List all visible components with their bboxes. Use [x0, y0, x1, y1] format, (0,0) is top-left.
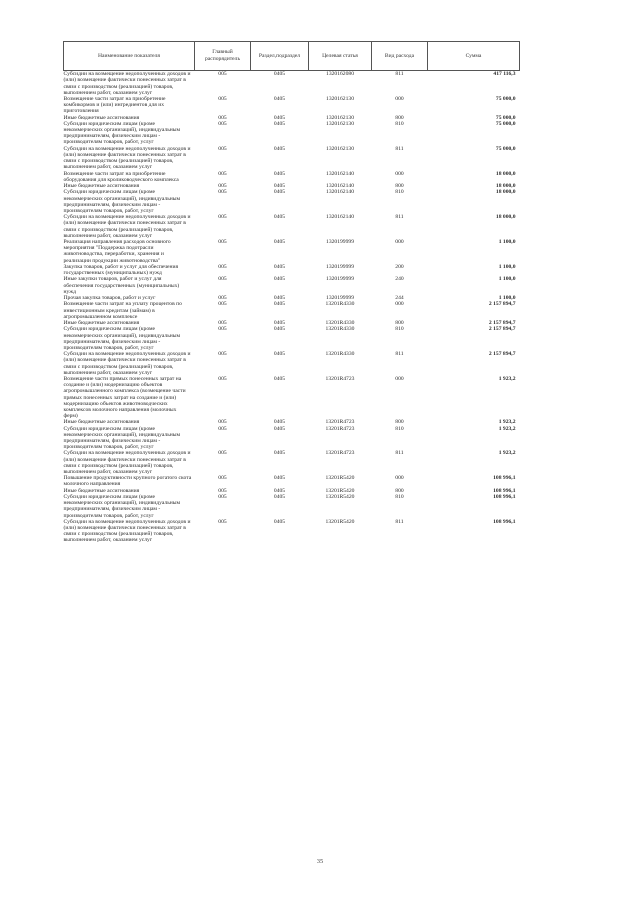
- cell-expense-type: 000: [395, 239, 404, 246]
- cell-name: Повышение продуктивности крупного рогатого скота молочного направления: [63, 475, 192, 488]
- cell-sum: 108 996,1: [493, 475, 516, 482]
- table-row: [64, 351, 520, 376]
- cell-target: 13201R5420: [325, 518, 355, 525]
- cell-expense-type: 811: [395, 351, 404, 358]
- cell-target: 1320162130: [326, 96, 354, 102]
- cell-manager: 005: [218, 214, 227, 221]
- cell-section: 0405: [273, 475, 286, 482]
- cell-expense-type: 810: [395, 121, 404, 127]
- cell-name: Реализация направления расходов основного мероприятия "Поддержка подотрасли животноводства, переработки, хранения и реализации продукции животноводства": [63, 239, 171, 264]
- cell-sum: 75 000,0: [495, 145, 516, 152]
- cell-sum: 75 000,0: [495, 114, 516, 121]
- cell-name: Иные бюджетные ассигнования: [63, 183, 140, 190]
- cell-target: 13201R4330: [325, 326, 355, 333]
- cell-section: 0405: [273, 518, 286, 525]
- cell-manager: 005: [218, 419, 227, 426]
- cell-expense-type: 811: [395, 450, 404, 457]
- cell-target: 13201R5420: [325, 475, 355, 482]
- cell-target: 1320162140: [326, 183, 354, 190]
- cell-section: 0405: [273, 326, 286, 333]
- cell-manager: 005: [218, 145, 227, 152]
- cell-expense-type: 000: [395, 475, 404, 482]
- cell-section: 0405: [273, 487, 286, 494]
- cell-name: Возмещение части прямых понесенных затрат на создание и (или) модернизацию объектов агропромышленного комплекса (возмещение части прямых понесенных затрат на создание и (или) модернизацию объектов животноводческих комплексов молочного направления (молочных ферм): [63, 376, 186, 419]
- cell-sum: 2 157 894,7: [488, 320, 516, 327]
- cell-expense-type: 811: [395, 214, 404, 221]
- cell-target: 13201R4723: [325, 450, 355, 457]
- cell-name: Возмещение части затрат на приобретение оборудования для кролиководческого комплекса: [63, 170, 179, 183]
- table-row: [64, 264, 520, 277]
- cell-sum: 417 116,3: [493, 71, 516, 78]
- cell-sum: 1 100,0: [498, 239, 516, 246]
- cell-expense-type: 810: [395, 494, 404, 501]
- header-manager: Главный распорядитель: [195, 42, 251, 71]
- cell-sum: 1 923,2: [498, 376, 516, 383]
- cell-name: Субсидии на возмещение недополученных доходов и (или) возмещение фактически понесенных затрат в связи с производством (реализацией) товаров, выполнением работ, оказанием услуг: [63, 71, 191, 96]
- cell-manager: 005: [218, 183, 227, 190]
- cell-expense-type: 244: [395, 295, 404, 302]
- cell-section: 0405: [273, 450, 286, 457]
- cell-name: Субсидии юридическим лицам (кроме некоммерческих организаций), индивидуальным предпринимателям, физическим лицам - производителям товаров, работ, услуг: [63, 494, 181, 519]
- table-row: [64, 71, 520, 96]
- cell-target: 13201R4723: [325, 376, 355, 383]
- cell-sum: 1 923,2: [498, 425, 516, 432]
- table-row: [64, 376, 520, 419]
- table-row: [64, 326, 520, 351]
- cell-name: Субсидии юридическим лицам (кроме некоммерческих организаций), индивидуальным предпринимателям, физическим лицам - производителям товаров, работ, услуг: [63, 326, 181, 351]
- cell-target: 1320199999: [326, 263, 354, 270]
- cell-section: 0405: [273, 301, 286, 308]
- cell-section: 0405: [273, 214, 286, 221]
- table-row: [64, 170, 520, 183]
- cell-sum: 1 100,0: [498, 295, 516, 302]
- table-row: [64, 450, 520, 475]
- cell-manager: 005: [218, 425, 227, 432]
- cell-target: 13201R4723: [325, 425, 355, 432]
- cell-expense-type: 800: [395, 114, 404, 121]
- cell-target: 1320199999: [326, 239, 354, 246]
- cell-manager: 005: [218, 494, 227, 501]
- cell-section: 0405: [273, 295, 286, 302]
- cell-manager: 005: [218, 475, 227, 482]
- cell-expense-type: 811: [395, 518, 404, 525]
- header-expense-type: Вид расхода: [372, 42, 428, 71]
- cell-sum: 108 996,1: [493, 494, 516, 501]
- cell-section: 0405: [273, 419, 286, 426]
- cell-manager: 005: [218, 295, 227, 302]
- cell-expense-type: 000: [395, 301, 404, 308]
- header-sum: Сумма: [428, 42, 520, 71]
- cell-name: Иные бюджетные ассигнования: [63, 419, 140, 426]
- table-row: [64, 519, 520, 544]
- cell-target: 13201R5420: [325, 494, 355, 501]
- cell-manager: 005: [218, 239, 227, 246]
- cell-section: 0405: [273, 276, 286, 283]
- budget-table: [63, 41, 520, 544]
- table-row: [64, 146, 520, 171]
- cell-section: 0405: [273, 183, 286, 190]
- cell-name: Иные бюджетные ассигнования: [63, 487, 140, 494]
- cell-name: Субсидии на возмещение недополученных доходов и (или) возмещение фактически понесенных затрат в связи с производством (реализацией) товаров, выполнением работ, оказанием услуг: [63, 450, 191, 475]
- cell-sum: 2 157 894,7: [488, 351, 516, 358]
- cell-section: 0405: [273, 71, 286, 78]
- cell-sum: 1 100,0: [498, 263, 516, 270]
- cell-name: Субсидии юридическим лицам (кроме некоммерческих организаций), индивидуальным предпринимателям, физическим лицам - производителям товаров, работ, услуг: [63, 425, 181, 451]
- cell-expense-type: 800: [395, 487, 404, 494]
- table-row: [64, 494, 520, 519]
- cell-sum: 1 923,2: [498, 419, 516, 426]
- table-row: [64, 96, 520, 115]
- cell-expense-type: 810: [395, 189, 404, 196]
- cell-sum: 18 000,0: [495, 189, 516, 196]
- cell-target: 1320162130: [326, 114, 354, 121]
- cell-name: Субсидии на возмещение недополученных доходов и (или) возмещение фактически понесенных затрат в связи с производством (реализацией) товаров, выполнением работ, оказанием услуг: [63, 145, 191, 171]
- cell-section: 0405: [273, 376, 286, 383]
- cell-name: Иные бюджетные ассигнования: [63, 320, 140, 327]
- cell-sum: 18 000,0: [495, 170, 516, 177]
- cell-target: 1320162080: [326, 71, 354, 78]
- page-number: 35: [316, 858, 324, 865]
- cell-manager: 005: [218, 71, 227, 78]
- cell-sum: 2 157 894,7: [488, 301, 516, 308]
- cell-name: Возмещение части затрат на уплату процентов по инвестиционным кредитам (займам) в агропромышленном комплексе: [63, 301, 182, 320]
- cell-sum: 108 996,1: [493, 487, 516, 494]
- table-row: [64, 475, 520, 488]
- header-section: Раздел,подраздел: [251, 42, 309, 71]
- cell-target: 13201R4723: [325, 419, 355, 426]
- table-row: [64, 214, 520, 239]
- cell-section: 0405: [273, 320, 286, 327]
- cell-manager: 005: [218, 189, 227, 196]
- cell-section: 0405: [273, 114, 286, 121]
- table-row: [64, 301, 520, 320]
- cell-name: Субсидии на возмещение недополученных доходов и (или) возмещение фактически понесенных затрат в связи с производством (реализацией) товаров, выполнением работ, оказанием услуг: [63, 214, 191, 239]
- cell-manager: 005: [218, 276, 227, 283]
- cell-section: 0405: [273, 170, 286, 177]
- table-body: [64, 71, 520, 544]
- cell-name: Иные закупки товаров, работ и услуг для обеспечения государственных (муниципальных) нужд: [63, 276, 180, 295]
- cell-target: 1320162140: [326, 214, 354, 221]
- cell-section: 0405: [273, 239, 286, 246]
- cell-sum: 75 000,0: [495, 96, 516, 102]
- cell-manager: 005: [218, 121, 227, 127]
- header-name: Наименование показателя: [64, 42, 195, 71]
- cell-manager: 005: [218, 114, 227, 121]
- cell-section: 0405: [273, 145, 286, 152]
- cell-target: 13201R5420: [325, 487, 355, 494]
- cell-target: 13201R4330: [325, 320, 355, 327]
- cell-name: Субсидии на возмещение недополученных доходов и (или) возмещение фактически понесенных затрат в связи с производством (реализацией) товаров, выполнением работ, оказанием услуг: [63, 351, 191, 376]
- table-header: [64, 42, 520, 71]
- cell-section: 0405: [273, 425, 286, 432]
- cell-sum: 2 157 894,7: [488, 326, 516, 333]
- cell-expense-type: 000: [395, 170, 404, 177]
- cell-sum: 1 100,0: [498, 276, 516, 283]
- cell-manager: 005: [218, 487, 227, 494]
- cell-section: 0405: [273, 189, 286, 196]
- table-row: [64, 239, 520, 264]
- cell-section: 0405: [273, 351, 286, 358]
- cell-manager: 005: [218, 263, 227, 270]
- cell-sum: 1 923,2: [498, 450, 516, 457]
- cell-name: Прочая закупка товаров, работ и услуг: [63, 295, 156, 302]
- cell-expense-type: 811: [395, 145, 404, 152]
- cell-manager: 005: [218, 351, 227, 358]
- cell-target: 1320199999: [326, 295, 354, 302]
- cell-section: 0405: [273, 263, 286, 270]
- cell-manager: 005: [218, 96, 227, 102]
- cell-name: Возмещение части затрат на приобретение комбикормов и (или) ингредиентов для их приготовления: [63, 96, 166, 115]
- cell-manager: 005: [218, 170, 227, 177]
- cell-sum: 18 000,0: [495, 214, 516, 221]
- cell-expense-type: 811: [395, 71, 404, 78]
- cell-sum: 108 996,1: [493, 518, 516, 525]
- cell-expense-type: 200: [395, 263, 404, 270]
- cell-target: 1320162140: [326, 170, 354, 177]
- cell-name: Иные бюджетные ассигнования: [63, 114, 140, 121]
- cell-expense-type: 810: [395, 425, 404, 432]
- cell-target: 1320162140: [326, 189, 354, 196]
- cell-name: Субсидии юридическим лицам (кроме некоммерческих организаций), индивидуальным предпринимателям, физическим лицам - производителям товаров, работ, услуг: [63, 121, 181, 146]
- table-row: [64, 276, 520, 295]
- cell-target: 1320162130: [326, 121, 354, 127]
- cell-sum: 75 000,0: [495, 121, 516, 127]
- header-target: Целевая статья: [309, 42, 372, 71]
- cell-name: Субсидии юридическим лицам (кроме некоммерческих организаций), индивидуальным предпринимателям, физическим лицам - производителям товаров, работ, услуг: [63, 189, 181, 214]
- cell-name: Закупка товаров, работ и услуг для обеспечения государственных (муниципальных) нужд: [63, 263, 179, 277]
- cell-target: 1320199999: [326, 276, 354, 283]
- cell-manager: 005: [218, 320, 227, 327]
- cell-section: 0405: [273, 121, 286, 127]
- cell-target: 13201R4330: [325, 301, 355, 308]
- cell-manager: 005: [218, 450, 227, 457]
- cell-expense-type: 800: [395, 320, 404, 327]
- cell-manager: 005: [218, 301, 227, 308]
- cell-expense-type: 000: [395, 376, 404, 383]
- cell-expense-type: 810: [395, 326, 404, 333]
- cell-manager: 005: [218, 518, 227, 525]
- cell-expense-type: 800: [395, 419, 404, 426]
- cell-sum: 18 000,0: [495, 183, 516, 190]
- table-row: [64, 425, 520, 450]
- cell-section: 0405: [273, 96, 286, 102]
- cell-name: Субсидии на возмещение недополученных доходов и (или) возмещение фактически понесенных затрат в связи с производством (реализацией) товаров, выполнением работ, оказанием услуг: [63, 518, 191, 544]
- cell-expense-type: 800: [395, 183, 404, 190]
- cell-expense-type: 000: [395, 96, 404, 102]
- table-row: [64, 189, 520, 214]
- cell-target: 1320162130: [326, 145, 354, 152]
- cell-expense-type: 240: [395, 276, 404, 283]
- cell-manager: 005: [218, 326, 227, 333]
- cell-section: 0405: [273, 494, 286, 501]
- table-row: [64, 121, 520, 146]
- cell-target: 13201R4330: [325, 351, 355, 358]
- cell-manager: 005: [218, 376, 227, 383]
